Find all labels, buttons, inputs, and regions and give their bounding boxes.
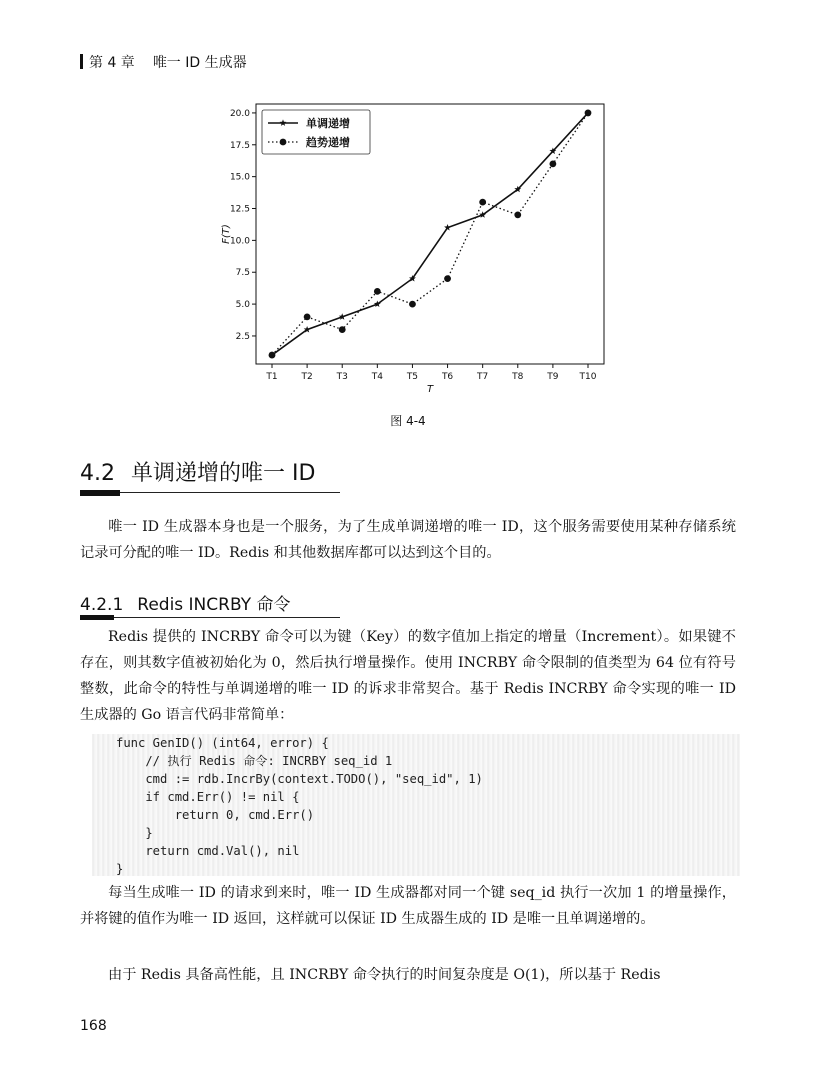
code-block <box>92 734 740 876</box>
section-number: 4.2 <box>80 461 115 486</box>
paragraph-intro-text: 唯一 ID 生成器本身也是一个服务，为了生成单调递增的唯一 ID，这个服务需要使用某种存储系统记录可分配的唯一 ID。Redis 和其他数据库都可以达到这个目的。 <box>80 519 736 561</box>
y-tick-label: 20.0 <box>229 108 250 119</box>
data-point <box>444 224 451 231</box>
code-line: } <box>116 862 124 876</box>
code-line: if cmd.Err() != nil { <box>116 790 300 804</box>
code-line: cmd := rdb.IncrBy(context.TODO(), "seq_id", 1) <box>116 772 483 786</box>
section-title: 单调递增的唯一 ID <box>131 461 316 486</box>
x-tick-label: T8 <box>512 372 524 382</box>
data-point <box>339 313 346 320</box>
x-tick-label: T10 <box>579 372 597 382</box>
paragraph-request-text: 每当生成唯一 ID 的请求到来时，唯一 ID 生成器都对同一个键 seq_id 执行一次加 1 的增量操作，并将键的值作为唯一 ID 返回，这样就可以保证 ID 生成器生成的 ID 是唯一且单调递增的。 <box>80 885 736 927</box>
figure-4-4-chart <box>212 100 612 400</box>
data-point <box>374 288 381 295</box>
code-line: // 执行 Redis 命令: INCRBY seq_id 1 <box>116 754 393 768</box>
code-line: return cmd.Val(), nil <box>116 844 300 858</box>
x-tick-label: T3 <box>336 372 348 382</box>
subsection-heading <box>80 590 290 615</box>
paragraph-request <box>80 880 736 932</box>
y-tick-label: 12.5 <box>229 204 250 215</box>
line-chart <box>212 100 612 400</box>
x-axis-label: T <box>426 384 434 395</box>
running-header <box>80 52 247 72</box>
subsection-rule-accent <box>80 615 114 620</box>
subsection-title: Redis INCRBY 命令 <box>137 595 291 615</box>
data-point <box>549 161 556 168</box>
subsection-rule <box>80 617 340 618</box>
y-tick-label: 2.5 <box>235 331 250 342</box>
data-point <box>444 275 451 282</box>
y-tick-label: 15.0 <box>229 172 250 183</box>
paragraph-incrby <box>80 624 736 728</box>
figure-caption: 图 4-4 <box>390 414 426 428</box>
subsection-number: 4.2.1 <box>80 595 124 615</box>
x-tick-label: T9 <box>547 372 559 382</box>
y-tick-label: 7.5 <box>235 268 250 279</box>
code-line: } <box>116 826 153 840</box>
x-tick-label: T6 <box>441 372 454 382</box>
paragraph-incrby-text: Redis 提供的 INCRBY 命令可以为键（Key）的数字值加上指定的增量（Increment）。如果键不存在，则其数字值被初始化为 0，然后执行增量操作。使用 INCRBY 命令限制的值类型为 64 位有符号整数，此命令的特性与单调递增的唯一 ID 的诉求非常契合。基于 Redis INCRBY 命令实现的唯一 ID 生成器的 Go 语言代码非常简单： <box>80 629 736 723</box>
paragraph-performance <box>80 962 736 988</box>
data-point <box>304 313 311 320</box>
section-heading <box>80 456 315 487</box>
data-point <box>514 211 521 218</box>
legend-label: 趋势递增 <box>306 136 350 149</box>
header-chapter-title: 唯一 ID 生成器 <box>152 55 247 71</box>
section-rule-accent <box>80 490 120 496</box>
x-tick-label: T7 <box>477 372 489 382</box>
x-tick-label: T4 <box>371 372 383 382</box>
x-tick-label: T2 <box>301 372 313 382</box>
y-tick-label: 10.0 <box>229 236 250 247</box>
data-point <box>479 199 486 206</box>
y-tick-label: 17.5 <box>229 140 250 151</box>
x-tick-label: T5 <box>406 372 419 382</box>
header-chapter: 第 4 章 <box>89 55 135 71</box>
data-point <box>339 326 346 333</box>
paragraph-intro <box>80 514 736 566</box>
code-line: return 0, cmd.Err() <box>116 808 315 822</box>
y-axis-label: F(T) <box>221 224 232 244</box>
data-point <box>585 110 592 117</box>
x-tick-label: T1 <box>266 372 278 382</box>
data-point <box>409 301 416 308</box>
legend-marker <box>280 139 287 146</box>
header-bar-mark <box>80 54 83 69</box>
data-point <box>269 352 276 359</box>
code-line: func GenID() (int64, error) { <box>116 736 329 750</box>
paragraph-performance-text: 由于 Redis 具备高性能，且 INCRBY 命令执行的时间复杂度是 O(1)，所以基于 Redis <box>108 967 661 983</box>
page-number: 168 <box>80 1018 107 1034</box>
legend-label: 单调递增 <box>306 117 350 130</box>
y-tick-label: 5.0 <box>235 300 250 311</box>
